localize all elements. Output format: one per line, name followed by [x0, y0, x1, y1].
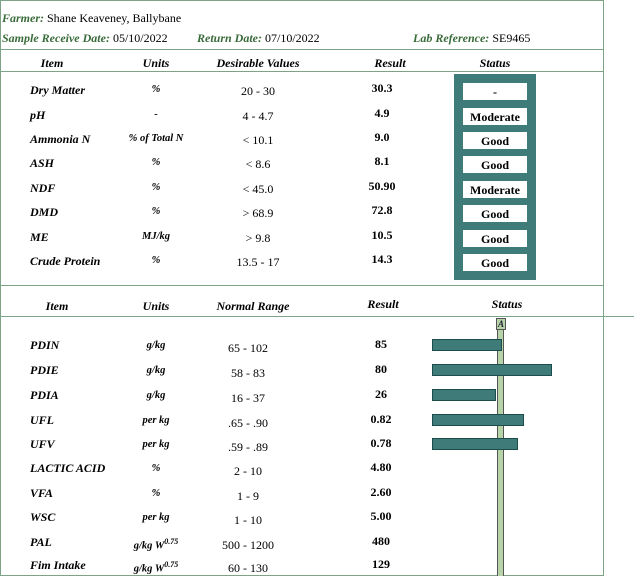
t1-units: %	[151, 157, 161, 168]
t2-units-text: per kg	[142, 512, 170, 523]
t1-item: ASH	[30, 156, 55, 170]
t2-item: PDIA	[30, 388, 59, 402]
t2-normal-range: 1 - 10	[234, 513, 262, 527]
t1-result: 72.8	[371, 203, 393, 217]
return-date-value: 07/10/2022	[265, 31, 320, 45]
t2-normal-range: .65 - .90	[228, 416, 268, 430]
t1-item: Crude Protein	[30, 254, 101, 268]
t2-item: WSC	[30, 510, 56, 524]
status-badge: Moderate	[462, 180, 528, 199]
lab-reference-value: SE9465	[492, 31, 531, 45]
t2-result: 4.80	[370, 460, 392, 474]
farmer-value: Shane Keaveney, Ballybane	[47, 11, 182, 25]
t2-header-result: Result	[367, 297, 399, 311]
t2-result: 5.00	[370, 509, 392, 523]
t1-desirable-range: > 9.8	[245, 231, 271, 245]
t2-normal-range: 60 - 130	[228, 561, 268, 575]
t1-desirable-range: < 8.6	[245, 157, 271, 171]
t1-item: Ammonia N	[30, 132, 91, 146]
t2-result: 85	[375, 337, 387, 351]
t1-desirable-range: 4 - 4.7	[242, 109, 274, 123]
t2-result: 0.82	[370, 412, 392, 426]
t2-result: 80	[375, 362, 387, 376]
t2-units-text: %	[151, 463, 161, 474]
t1-desirable-range: < 45.0	[242, 182, 274, 196]
t2-units-exponent: 0.75	[164, 537, 179, 546]
status-badge: Good	[462, 155, 528, 174]
t1-desirable-range: < 10.1	[242, 133, 274, 147]
divider	[0, 49, 604, 50]
t1-item: DMD	[30, 205, 59, 219]
t1-result: 8.1	[374, 154, 390, 168]
t2-item: PDIN	[30, 338, 60, 352]
t2-header-status: Status	[491, 297, 523, 311]
t1-result: 30.3	[371, 81, 393, 95]
t1-units: %	[151, 255, 161, 266]
t1-item: NDF	[30, 181, 56, 195]
t1-result: 14.3	[371, 252, 393, 266]
t2-units-text: per kg	[142, 415, 170, 426]
lab-reference-line	[413, 31, 530, 46]
t1-result: 4.9	[374, 106, 390, 120]
t1-desirable-range: 13.5 - 17	[236, 255, 280, 269]
status-bar	[432, 389, 496, 401]
farmer-label: Farmer:	[2, 11, 44, 25]
t2-units-text: g/kg W	[133, 563, 165, 575]
receive-date-line	[2, 31, 168, 46]
t1-units: %	[151, 182, 161, 193]
lab-reference-label: Lab Reference:	[413, 31, 490, 45]
t1-desirable-range: 20 - 30	[241, 84, 275, 98]
t2-normal-range: 65 - 102	[228, 341, 268, 355]
t2-item: PDIE	[30, 363, 59, 377]
t2-units-text: per kg	[142, 439, 170, 450]
t2-normal-range: 1 - 9	[237, 489, 259, 503]
t1-header-result: Result	[374, 56, 406, 70]
status-panel	[454, 74, 536, 280]
receive-date-value: 05/10/2022	[112, 31, 168, 45]
t2-normal-range: .59 - .89	[228, 440, 268, 454]
t2-header-units: Units	[142, 299, 170, 313]
t2-result: 0.78	[370, 436, 392, 450]
t2-units-text: g/kg	[146, 365, 166, 376]
return-date-label: Return Date:	[197, 31, 263, 45]
t1-desirable-range: > 68.9	[242, 206, 274, 220]
t2-units-text: %	[151, 488, 161, 499]
t2-item: PAL	[30, 535, 52, 549]
t2-item: LACTIC ACID	[30, 461, 106, 475]
t2-normal-range: 58 - 83	[231, 366, 265, 380]
divider	[0, 316, 634, 317]
return-date-line	[197, 31, 320, 46]
status-badge: Good	[462, 204, 528, 223]
t2-result: 480	[372, 534, 390, 548]
t2-item: UFL	[30, 413, 54, 427]
status-badge: Good	[462, 131, 528, 150]
t1-header-desirable: Desirable Values	[216, 56, 300, 70]
receive-date-label: Sample Receive Date:	[2, 31, 110, 45]
t1-header-status: Status	[479, 56, 511, 70]
status-badge: -	[462, 82, 528, 101]
range-marker: A	[497, 319, 504, 329]
t1-header-item: Item	[40, 56, 64, 70]
t1-item: ME	[30, 230, 49, 244]
t2-result: 2.60	[370, 485, 392, 499]
t2-normal-range: 16 - 37	[231, 391, 265, 405]
status-bar	[432, 339, 502, 351]
t2-normal-range: 500 - 1200	[222, 538, 274, 552]
t1-header-units: Units	[142, 56, 170, 70]
t1-result: 10.5	[371, 228, 393, 242]
t1-units: % of Total N	[128, 133, 184, 144]
status-badge: Good	[462, 229, 528, 248]
t2-header-item: Item	[45, 299, 69, 313]
t1-result: 50.90	[368, 179, 396, 193]
t1-result: 9.0	[374, 130, 390, 144]
t2-header-normal: Normal Range	[216, 299, 290, 313]
divider	[0, 285, 604, 286]
t2-units-text: g/kg	[146, 340, 166, 351]
t1-units: %	[151, 84, 161, 95]
t2-result: 129	[372, 557, 390, 571]
t1-item: pH	[30, 108, 46, 122]
status-badge: Good	[462, 253, 528, 272]
t2-item: UFV	[30, 437, 55, 451]
t2-units-exponent: 0.75	[164, 560, 179, 569]
divider	[0, 71, 604, 72]
status-bar	[432, 364, 552, 376]
t1-units: -	[154, 109, 158, 120]
status-badge: Moderate	[462, 107, 528, 126]
t2-normal-range: 2 - 10	[234, 464, 262, 478]
t2-result: 26	[375, 387, 387, 401]
t1-item: Dry Matter	[30, 83, 85, 97]
t2-item: Fim Intake	[30, 558, 86, 572]
status-bar	[432, 414, 524, 426]
farmer-line	[2, 11, 181, 26]
t2-units-text: g/kg	[146, 390, 166, 401]
status-bar	[432, 438, 518, 450]
t1-units: %	[151, 206, 161, 217]
t2-item: VFA	[30, 486, 53, 500]
t2-units-text: g/kg W	[133, 540, 165, 552]
t1-units: MJ/kg	[141, 231, 170, 242]
